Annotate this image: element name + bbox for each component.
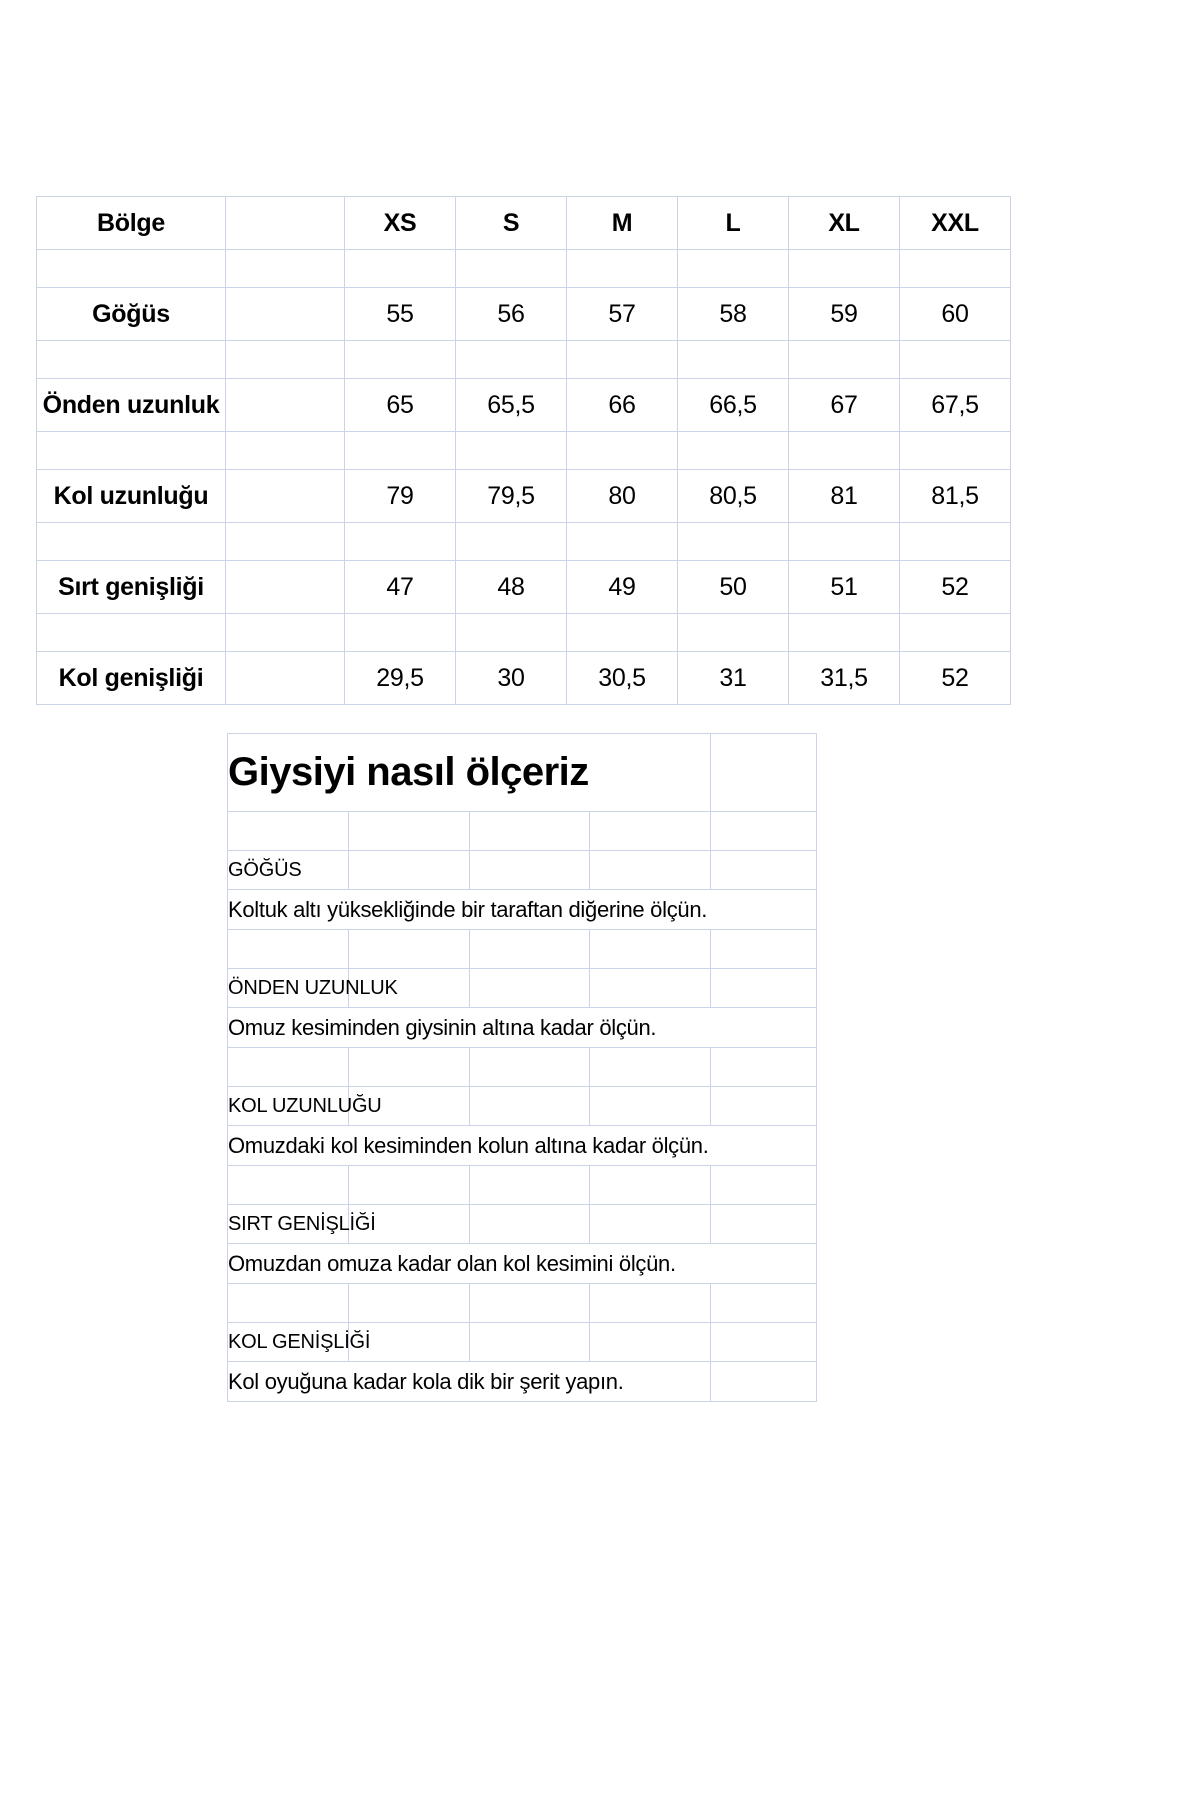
spacer-cell bbox=[711, 1048, 817, 1087]
spacer-cell bbox=[711, 1166, 817, 1205]
row-spacer-cell bbox=[226, 288, 345, 341]
header-size-xxl: XXL bbox=[900, 197, 1011, 250]
guide-term-filler-cell bbox=[469, 969, 590, 1008]
measure-guide-table-container bbox=[227, 733, 817, 1402]
cell-kol-genisligi-l: 31 bbox=[678, 652, 789, 705]
spacer-cell bbox=[228, 1284, 349, 1323]
spacer-row bbox=[228, 1048, 817, 1087]
guide-term-filler-cell bbox=[590, 851, 711, 890]
guide-title: Giysiyi nasıl ölçeriz bbox=[228, 734, 711, 812]
row-label-kol-uzunlugu: Kol uzunluğu bbox=[37, 470, 226, 523]
guide-term-filler-cell bbox=[469, 1087, 590, 1126]
guide-term-filler-cell bbox=[469, 851, 590, 890]
spacer-cell bbox=[567, 250, 678, 288]
guide-title-trailing-cell bbox=[711, 734, 817, 812]
spacer-row bbox=[37, 523, 1011, 561]
spacer-cell bbox=[345, 250, 456, 288]
spacer-cell bbox=[590, 1166, 711, 1205]
spacer-cell bbox=[711, 812, 817, 851]
header-size-xl: XL bbox=[789, 197, 900, 250]
guide-term-filler-cell bbox=[590, 1323, 711, 1362]
spacer-cell bbox=[590, 1284, 711, 1323]
spacer-cell bbox=[456, 341, 567, 379]
spacer-cell bbox=[348, 930, 469, 969]
spacer-cell bbox=[228, 1166, 349, 1205]
guide-term-row bbox=[228, 851, 817, 890]
spacer-cell bbox=[226, 432, 345, 470]
guide-term-filler-cell bbox=[711, 851, 817, 890]
guide-description-sirt-genisligi: Omuzdan omuza kadar olan kol kesimini ölçün. bbox=[228, 1244, 817, 1284]
guide-term-filler-cell bbox=[590, 1087, 711, 1126]
row-spacer-cell bbox=[226, 379, 345, 432]
spacer-cell bbox=[37, 250, 226, 288]
cell-gogus-s: 56 bbox=[456, 288, 567, 341]
table-row bbox=[37, 379, 1011, 432]
cell-gogus-xs: 55 bbox=[345, 288, 456, 341]
table-row bbox=[37, 561, 1011, 614]
cell-kol-uzunlugu-l: 80,5 bbox=[678, 470, 789, 523]
guide-term-row bbox=[228, 1205, 817, 1244]
header-size-xs: XS bbox=[345, 197, 456, 250]
spacer-cell bbox=[348, 1048, 469, 1087]
row-spacer-cell bbox=[226, 561, 345, 614]
cell-kol-genisligi-xxl: 52 bbox=[900, 652, 1011, 705]
size-chart-table-container bbox=[36, 196, 1004, 705]
spacer-cell bbox=[469, 1048, 590, 1087]
spacer-cell bbox=[345, 432, 456, 470]
spacer-cell bbox=[567, 432, 678, 470]
spacer-cell bbox=[456, 614, 567, 652]
guide-title-row bbox=[228, 734, 817, 812]
spacer-cell bbox=[678, 614, 789, 652]
cell-onden-uzunluk-s: 65,5 bbox=[456, 379, 567, 432]
cell-kol-uzunlugu-xl: 81 bbox=[789, 470, 900, 523]
guide-term-filler-cell bbox=[711, 1323, 817, 1362]
header-size-l: L bbox=[678, 197, 789, 250]
spacer-cell bbox=[789, 523, 900, 561]
spacer-cell bbox=[567, 523, 678, 561]
guide-description-gogus: Koltuk altı yüksekliğinde bir taraftan diğerine ölçün. bbox=[228, 890, 817, 930]
cell-kol-uzunlugu-xs: 79 bbox=[345, 470, 456, 523]
spacer-row bbox=[228, 812, 817, 851]
cell-sirt-genisligi-xs: 47 bbox=[345, 561, 456, 614]
spacer-cell bbox=[789, 250, 900, 288]
row-spacer-cell bbox=[226, 652, 345, 705]
spacer-cell bbox=[789, 614, 900, 652]
cell-kol-uzunlugu-m: 80 bbox=[567, 470, 678, 523]
row-label-sirt-genisligi: Sırt genişliği bbox=[37, 561, 226, 614]
row-label-gogus: Göğüs bbox=[37, 288, 226, 341]
guide-term-onden-uzunluk: ÖNDEN UZUNLUK bbox=[228, 969, 349, 1008]
row-label-kol-genisligi: Kol genişliği bbox=[37, 652, 226, 705]
spacer-row bbox=[37, 432, 1011, 470]
guide-description-kol-uzunlugu: Omuzdaki kol kesiminden kolun altına kadar ölçün. bbox=[228, 1126, 817, 1166]
spacer-cell bbox=[590, 812, 711, 851]
spacer-cell bbox=[456, 250, 567, 288]
row-spacer-cell bbox=[226, 470, 345, 523]
guide-term-sirt-genisligi: SIRT GENİŞLİĞİ bbox=[228, 1205, 349, 1244]
spacer-cell bbox=[711, 930, 817, 969]
spacer-cell bbox=[37, 432, 226, 470]
cell-sirt-genisligi-l: 50 bbox=[678, 561, 789, 614]
measure-guide-body bbox=[228, 734, 817, 1402]
cell-onden-uzunluk-xl: 67 bbox=[789, 379, 900, 432]
spacer-cell bbox=[789, 341, 900, 379]
cell-sirt-genisligi-xxl: 52 bbox=[900, 561, 1011, 614]
guide-description-row bbox=[228, 1362, 817, 1402]
cell-onden-uzunluk-xxl: 67,5 bbox=[900, 379, 1011, 432]
spacer-cell bbox=[590, 1048, 711, 1087]
cell-kol-uzunlugu-s: 79,5 bbox=[456, 470, 567, 523]
spacer-cell bbox=[348, 1284, 469, 1323]
spacer-cell bbox=[590, 930, 711, 969]
guide-term-filler-cell bbox=[469, 1205, 590, 1244]
cell-onden-uzunluk-l: 66,5 bbox=[678, 379, 789, 432]
table-row bbox=[37, 652, 1011, 705]
spacer-row bbox=[37, 341, 1011, 379]
guide-description-row bbox=[228, 1126, 817, 1166]
guide-term-gogus: GÖĞÜS bbox=[228, 851, 349, 890]
spacer-cell bbox=[226, 523, 345, 561]
spacer-cell bbox=[37, 523, 226, 561]
spacer-cell bbox=[900, 432, 1011, 470]
header-region-label: Bölge bbox=[37, 197, 226, 250]
spacer-row bbox=[228, 930, 817, 969]
spacer-cell bbox=[678, 250, 789, 288]
cell-gogus-m: 57 bbox=[567, 288, 678, 341]
spacer-cell bbox=[567, 614, 678, 652]
guide-description-trailing-cell bbox=[711, 1362, 817, 1402]
guide-term-filler-cell bbox=[469, 1323, 590, 1362]
spacer-cell bbox=[37, 614, 226, 652]
spacer-cell bbox=[469, 1284, 590, 1323]
spacer-row bbox=[37, 614, 1011, 652]
spacer-cell bbox=[900, 614, 1011, 652]
cell-kol-uzunlugu-xxl: 81,5 bbox=[900, 470, 1011, 523]
size-chart-body bbox=[37, 197, 1011, 705]
guide-term-filler-cell bbox=[711, 1087, 817, 1126]
size-chart-table bbox=[36, 196, 1011, 705]
spacer-cell bbox=[567, 341, 678, 379]
header-size-s: S bbox=[456, 197, 567, 250]
guide-term-row bbox=[228, 1323, 817, 1362]
guide-term-filler-cell bbox=[590, 1205, 711, 1244]
cell-gogus-l: 58 bbox=[678, 288, 789, 341]
cell-sirt-genisligi-m: 49 bbox=[567, 561, 678, 614]
cell-kol-genisligi-xs: 29,5 bbox=[345, 652, 456, 705]
spacer-cell bbox=[226, 250, 345, 288]
spacer-cell bbox=[711, 1284, 817, 1323]
spacer-cell bbox=[226, 614, 345, 652]
spacer-cell bbox=[226, 341, 345, 379]
spacer-cell bbox=[228, 1048, 349, 1087]
spacer-cell bbox=[456, 432, 567, 470]
table-row bbox=[37, 470, 1011, 523]
cell-gogus-xxl: 60 bbox=[900, 288, 1011, 341]
guide-term-row bbox=[228, 969, 817, 1008]
guide-term-filler-cell bbox=[711, 969, 817, 1008]
spacer-cell bbox=[348, 1166, 469, 1205]
spacer-cell bbox=[900, 341, 1011, 379]
spacer-cell bbox=[678, 523, 789, 561]
spacer-cell bbox=[900, 523, 1011, 561]
guide-term-kol-uzunlugu: KOL UZUNLUĞU bbox=[228, 1087, 349, 1126]
spacer-cell bbox=[900, 250, 1011, 288]
header-size-m: M bbox=[567, 197, 678, 250]
cell-sirt-genisligi-s: 48 bbox=[456, 561, 567, 614]
spacer-cell bbox=[228, 812, 349, 851]
spacer-row bbox=[228, 1284, 817, 1323]
guide-description-row bbox=[228, 1244, 817, 1284]
table-row bbox=[37, 288, 1011, 341]
spacer-cell bbox=[345, 523, 456, 561]
spacer-row bbox=[228, 1166, 817, 1205]
cell-sirt-genisligi-xl: 51 bbox=[789, 561, 900, 614]
guide-term-filler-cell bbox=[590, 969, 711, 1008]
cell-onden-uzunluk-xs: 65 bbox=[345, 379, 456, 432]
guide-term-row bbox=[228, 1087, 817, 1126]
guide-description-onden-uzunluk: Omuz kesiminden giysinin altına kadar ölçün. bbox=[228, 1008, 817, 1048]
guide-description-row bbox=[228, 1008, 817, 1048]
spacer-cell bbox=[789, 432, 900, 470]
guide-description-row bbox=[228, 890, 817, 930]
spacer-cell bbox=[348, 812, 469, 851]
guide-description-kol-genisligi: Kol oyuğuna kadar kola dik bir şerit yapın. bbox=[228, 1362, 711, 1402]
cell-kol-genisligi-xl: 31,5 bbox=[789, 652, 900, 705]
spacer-cell bbox=[678, 432, 789, 470]
spacer-row bbox=[37, 250, 1011, 288]
measure-guide-table bbox=[227, 733, 817, 1402]
cell-kol-genisligi-m: 30,5 bbox=[567, 652, 678, 705]
spacer-cell bbox=[678, 341, 789, 379]
spacer-cell bbox=[469, 1166, 590, 1205]
spacer-cell bbox=[37, 341, 226, 379]
spacer-cell bbox=[228, 930, 349, 969]
guide-term-kol-genisligi: KOL GENİŞLİĞİ bbox=[228, 1323, 349, 1362]
spacer-cell bbox=[345, 614, 456, 652]
spacer-cell bbox=[456, 523, 567, 561]
header-spacer-cell bbox=[226, 197, 345, 250]
guide-term-filler-cell bbox=[711, 1205, 817, 1244]
guide-term-filler-cell bbox=[348, 851, 469, 890]
cell-gogus-xl: 59 bbox=[789, 288, 900, 341]
spacer-cell bbox=[469, 930, 590, 969]
size-chart-header-row bbox=[37, 197, 1011, 250]
cell-kol-genisligi-s: 30 bbox=[456, 652, 567, 705]
row-label-onden-uzunluk: Önden uzunluk bbox=[37, 379, 226, 432]
spacer-cell bbox=[469, 812, 590, 851]
cell-onden-uzunluk-m: 66 bbox=[567, 379, 678, 432]
spacer-cell bbox=[345, 341, 456, 379]
